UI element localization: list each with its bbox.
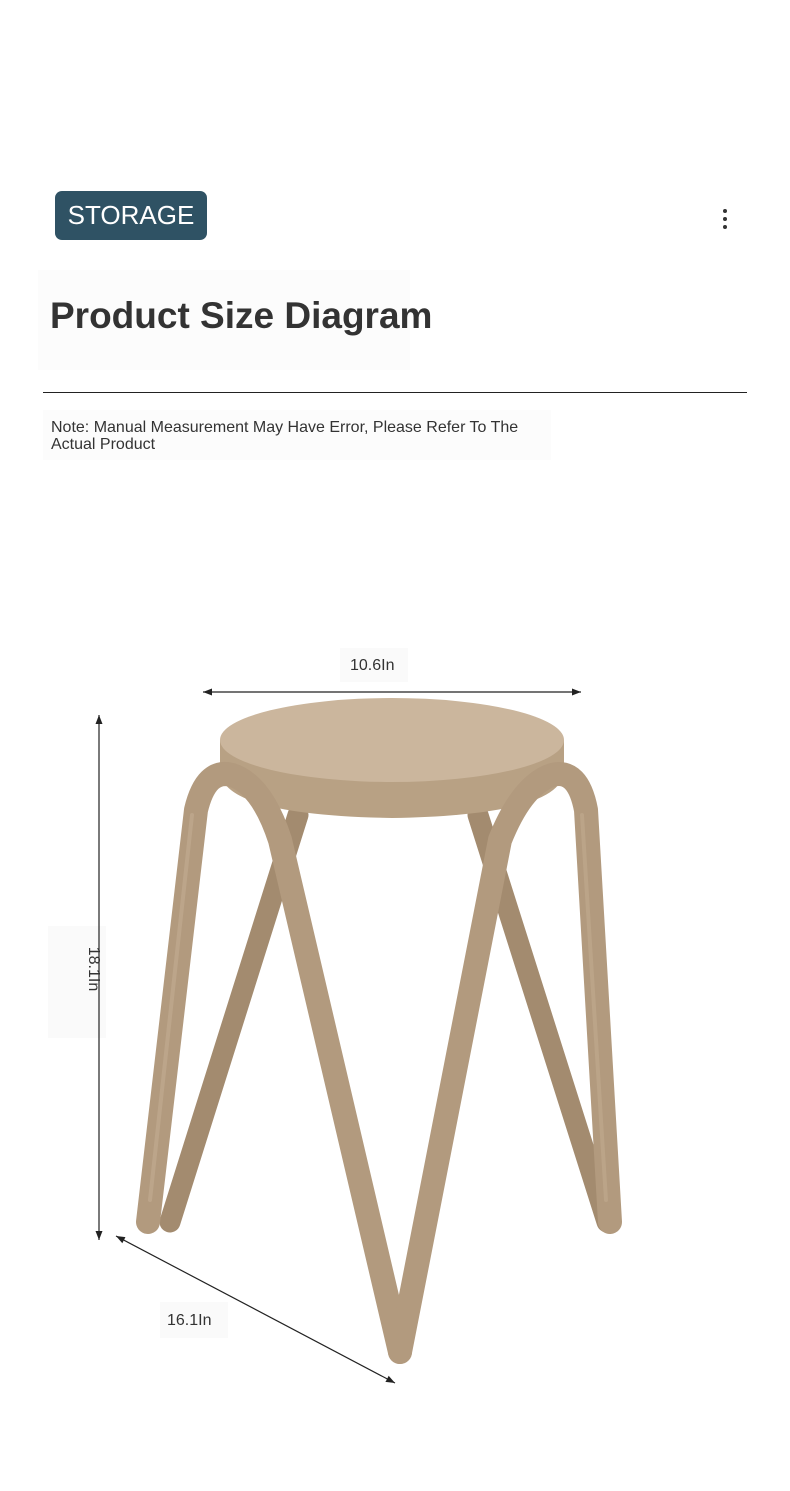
stool-illustration [148, 698, 610, 1352]
depth-dimension-label: 16.1In [167, 1312, 212, 1329]
depth-arrow [116, 1236, 395, 1383]
width-dimension-label: 10.6In [350, 657, 395, 674]
storage-badge: STORAGE [55, 191, 207, 240]
stool-loop-right [400, 774, 610, 1352]
height-dimension-label: 18.1In [85, 946, 103, 992]
stool-seat-top [220, 698, 564, 782]
measurement-note: Note: Manual Measurement May Have Error, Please Refer To The Actual Product [51, 419, 519, 453]
page-title: Product Size Diagram [50, 295, 433, 336]
